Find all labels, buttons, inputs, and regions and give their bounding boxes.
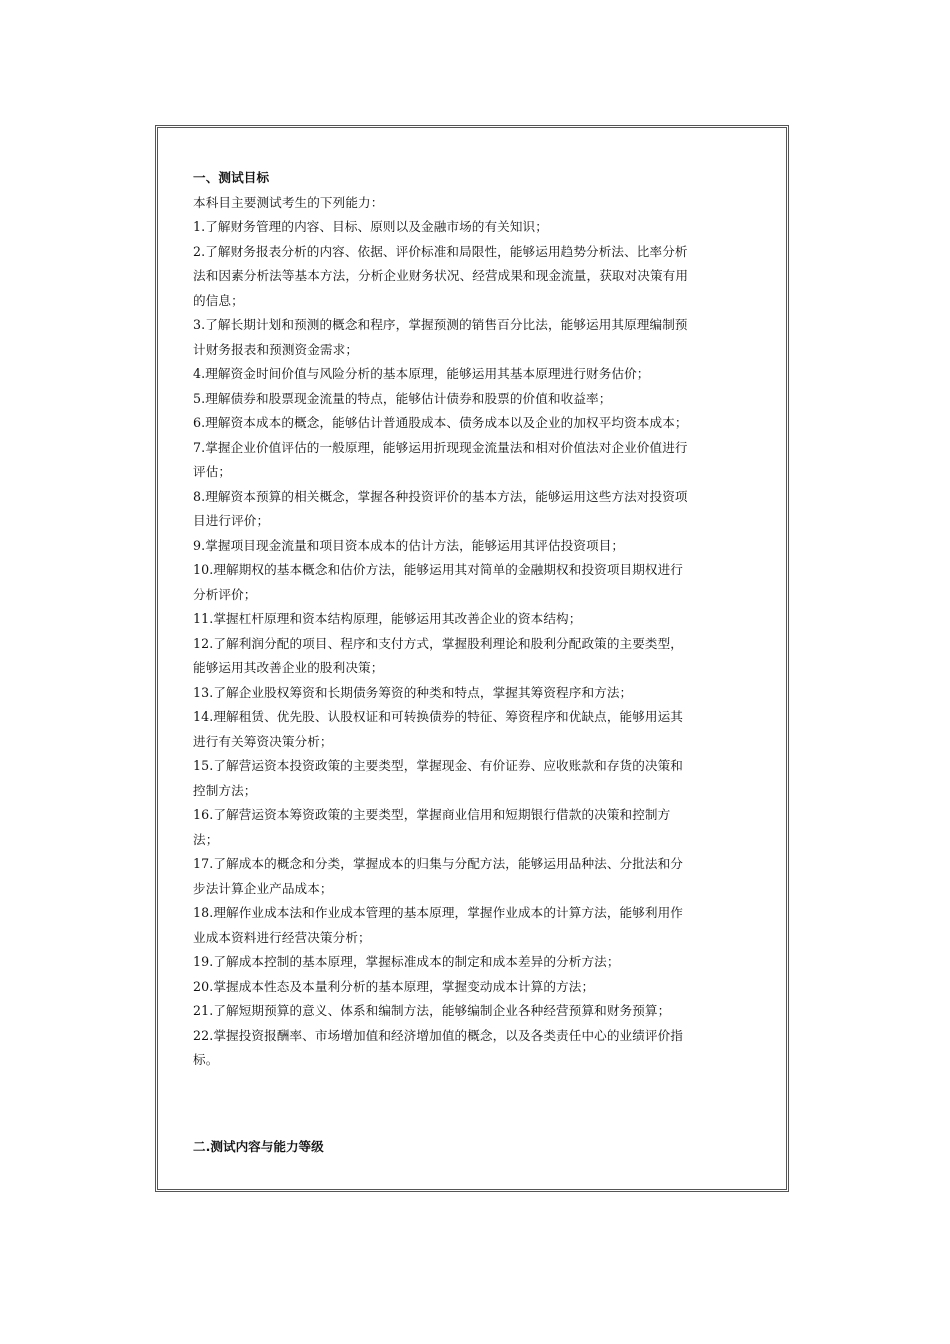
objective-line: 8.理解资本预算的相关概念，掌握各种投资评价的基本方法，能够运用这些方法对投资项 <box>193 488 688 504</box>
objective-line: 6.理解资本成本的概念，能够估计普通股成本、债务成本以及企业的加权平均资本成本； <box>193 415 688 430</box>
objective-line: 的信息； <box>193 292 244 308</box>
objective-line: 4.理解资金时间价值与风险分析的基本原理，能够运用其基本原理进行财务估价； <box>193 366 650 381</box>
objective-line: 业成本资料进行经营决策分析； <box>193 929 371 945</box>
objective-line: 标。 <box>193 1052 219 1067</box>
objective-line: 22.掌握投资报酬率、市场增加值和经济增加值的概念，以及各类责任中心的业绩评价指 <box>193 1027 683 1043</box>
objective-line: 14.理解租赁、优先股、认股权证和可转换债券的特征、筹资程序和优缺点，能够用运其 <box>193 709 683 724</box>
objective-line: 17.了解成本的概念和分类，掌握成本的归集与分配方法，能够运用品种法、分批法和分 <box>193 856 683 871</box>
section-test-objectives <box>193 166 763 1073</box>
objective-line: 7.掌握企业价值评估的一般原理，能够运用折现现金流量法和相对价值法对企业价值进行 <box>193 439 688 455</box>
objective-line: 评估； <box>193 464 232 479</box>
objective-line: 10.理解期权的基本概念和估价方法，能够运用其对简单的金融期权和投资项目期权进行 <box>193 562 683 577</box>
objective-line: 11.掌握杠杆原理和资本结构原理，能够运用其改善企业的资本结构； <box>193 611 582 626</box>
objective-line: 9.掌握项目现金流量和项目资本成本的估计方法，能够运用其评估投资项目； <box>193 537 625 553</box>
objectives-list <box>193 191 763 1073</box>
objective-line: 15.了解营运资本投资政策的主要类型，掌握现金、有价证券、应收账款和存货的决策和 <box>193 758 683 773</box>
objective-line: 1.了解财务管理的内容、目标、原则以及金融市场的有关知识； <box>193 219 548 234</box>
objective-line: 计财务报表和预测资金需求； <box>193 341 359 357</box>
objective-line: 进行有关筹资决策分析； <box>193 733 333 749</box>
objective-line: 13.了解企业股权筹资和长期债务筹资的种类和特点，掌握其筹资程序和方法； <box>193 684 633 700</box>
objective-line: 12.了解利润分配的项目、程序和支付方式，掌握股利理论和股利分配政策的主要类型， <box>193 635 683 651</box>
objective-line: 5.理解债券和股票现金流量的特点，能够估计债券和股票的价值和收益率； <box>193 390 612 406</box>
objective-line: 21.了解短期预算的意义、体系和编制方法，能够编制企业各种经营预算和财务预算； <box>193 1003 671 1018</box>
objective-line: 控制方法； <box>193 782 257 798</box>
objective-line: 法； <box>193 831 219 847</box>
objective-line: 能够运用其改善企业的股利决策； <box>193 660 384 675</box>
section-heading-content-levels: 二.测试内容与能力等级 <box>193 1139 324 1154</box>
objective-line: 16.了解营运资本筹资政策的主要类型，掌握商业信用和短期银行借款的决策和控制方 <box>193 807 671 822</box>
objective-line: 19.了解成本控制的基本原理，掌握标准成本的制定和成本差异的分析方法； <box>193 954 620 969</box>
objective-line: 分析评价； <box>193 586 257 602</box>
objective-line: 步法计算企业产品成本； <box>193 880 333 896</box>
objective-line: 法和因素分析法等基本方法，分析企业财务状况、经营成果和现金流量，获取对决策有用 <box>193 268 689 283</box>
objective-line: 2.了解财务报表分析的内容、依据、评价标准和局限性，能够运用趋势分析法、比率分析 <box>193 243 688 259</box>
objective-line: 18.理解作业成本法和作业成本管理的基本原理，掌握作业成本的计算方法，能够利用作 <box>193 905 683 920</box>
objective-line: 目进行评价； <box>193 513 270 528</box>
objective-line: 20.掌握成本性态及本量利分析的基本原理，掌握变动成本计算的方法； <box>193 978 595 994</box>
objective-line: 本科目主要测试考生的下列能力： <box>193 194 384 210</box>
objective-line: 3.了解长期计划和预测的概念和程序，掌握预测的销售百分比法，能够运用其原理编制预 <box>193 317 688 332</box>
section-heading-objectives: 一、测试目标 <box>193 170 270 185</box>
